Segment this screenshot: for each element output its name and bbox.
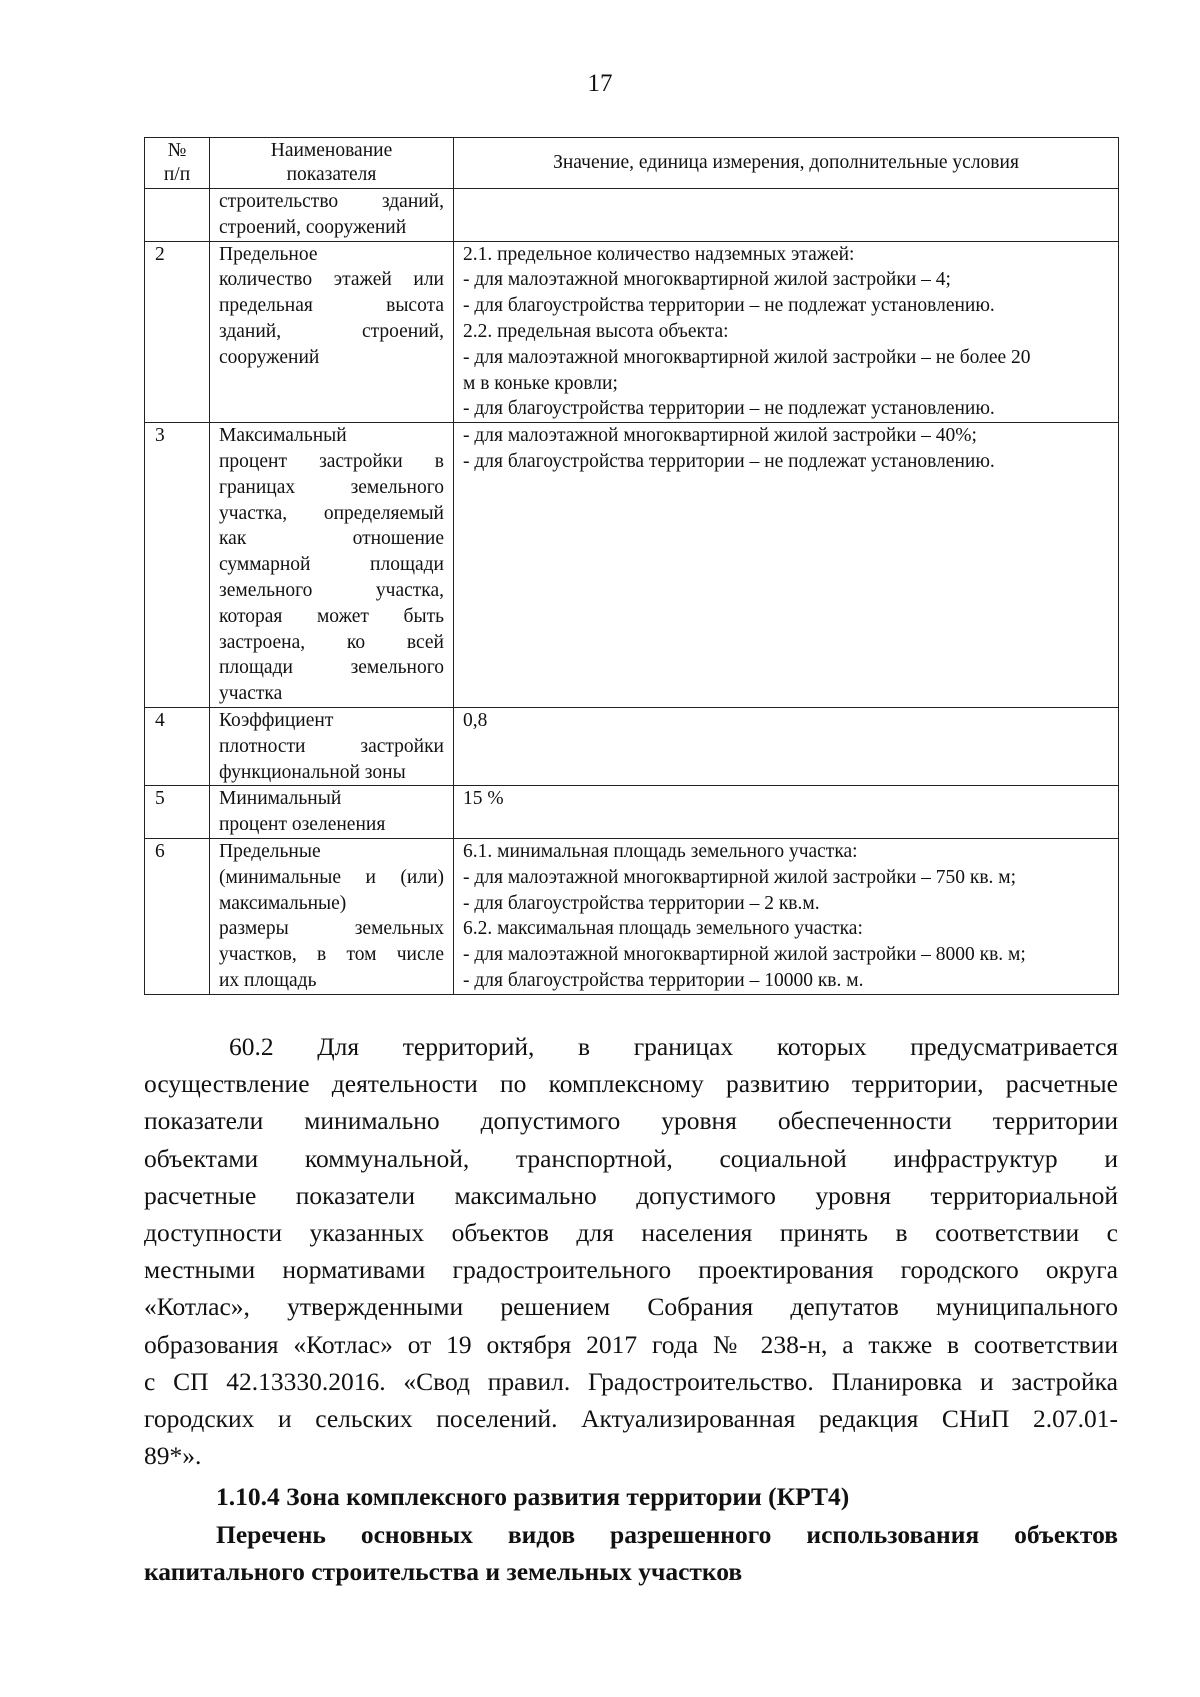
paragraph-line: расчетные показатели максимально допустимого уровня территориальной (144, 1180, 1118, 1210)
paragraph-line: показатели минимально допустимого уровня обеспеченности территории (144, 1106, 1118, 1136)
paragraph-line: 89*». (144, 1441, 202, 1471)
row-number: 3 (145, 423, 210, 708)
indicator-value (454, 189, 1119, 242)
table-row (145, 786, 1119, 839)
parameters-table (144, 137, 1119, 995)
page-number: 17 (587, 70, 613, 97)
indicator-value: - для малоэтажной многоквартирной жилой застройки – 40%; - для благоустройства территории – не подлежат установлению. (454, 423, 1119, 708)
paragraph-line: доступности указанных объектов для населения принять в соответствии с (144, 1218, 1118, 1248)
paragraph-line: городских и сельских поселений. Актуализированная редакция СНиП 2.07.01- (144, 1404, 1118, 1434)
paragraph-line: образования «Котлас» от 19 октября 2017 года № 238-н, а также в соответствии (144, 1329, 1118, 1359)
indicator-name: строительство зданий, строений, сооружений (210, 189, 454, 242)
indicator-value: 0,8 (454, 707, 1119, 785)
table-row (145, 707, 1119, 785)
indicator-value: 15 % (454, 786, 1119, 839)
indicator-name: Минимальный процент озеленения (210, 786, 454, 839)
header-number: № п/п (145, 138, 210, 189)
indicator-name: Предельное количество этажей или предельная высота зданий, строений, сооружений (210, 241, 454, 423)
paragraph-line: с СП 42.13330.2016. «Свод правил. Градостроительство. Планировка и застройка (144, 1366, 1118, 1396)
row-number: 6 (145, 838, 210, 994)
row-number: 2 (145, 241, 210, 423)
paragraph-line: объектами коммунальной, транспортной, социальной инфраструктур и (144, 1143, 1118, 1173)
section-heading: 1.10.4 Зона комплексного развития территории (КРТ4) (216, 1482, 850, 1511)
header-name: Наименование показателя (210, 138, 454, 189)
table-header-row (145, 138, 1119, 189)
indicator-name: Коэффициент плотности застройки функциональной зоны (210, 707, 454, 785)
indicator-value: 2.1. предельное количество надземных этажей: - для малоэтажной многоквартирной жилой застройки – 4; - для благоустройства территории – не подлежат установлению. 2.2. предельная высота объекта: - для малоэтажной многоквартирной жилой застройки – не более 20 м в коньке кровли; - для благоустройства территории – не подлежат установлению. (454, 241, 1119, 423)
header-value: Значение, единица измерения, дополнительные условия (454, 138, 1119, 189)
indicator-value: 6.1. минимальная площадь земельного участка: - для малоэтажной многоквартирной жилой застройки – 750 кв. м; - для благоустройства территории – 2 кв.м. 6.2. максимальная площадь земельного участка: - для малоэтажной многоквартирной жилой застройки – 8000 кв. м; - для благоустройства территории – 10000 кв. м. (454, 838, 1119, 994)
indicator-name: Предельные (минимальные и (или) максимальные) размеры земельных участков, в том числе их площадь (210, 838, 454, 994)
paragraph-60-2 (144, 1028, 1118, 1474)
table-row (145, 241, 1119, 423)
subsection-heading (144, 1516, 1118, 1590)
paragraph-line: местными нормативами градостроительного проектирования городского округа (144, 1255, 1118, 1285)
table-row (145, 838, 1119, 994)
paragraph-line: «Котлас», утвержденными решением Собрания депутатов муниципального (144, 1292, 1118, 1322)
paragraph-line: осуществление деятельности по комплексному развитию территории, расчетные (144, 1069, 1118, 1099)
subsection-heading-line: капитального строительства и земельных участков (144, 1557, 743, 1586)
row-number (145, 189, 210, 242)
paragraph-line: 60.2 Для территорий, в границах которых предусматривается (229, 1032, 1118, 1061)
row-number: 4 (145, 707, 210, 785)
indicator-name: Максимальный процент застройки в границах земельного участка, определяемый как отношение суммарной площади земельного участка, которая может быть застроена, ко всей площади земельного участка (210, 423, 454, 708)
table-row (145, 423, 1119, 708)
subsection-heading-line: Перечень основных видов разрешенного использования объектов (216, 1520, 1118, 1549)
table-row (145, 189, 1119, 242)
row-number: 5 (145, 786, 210, 839)
